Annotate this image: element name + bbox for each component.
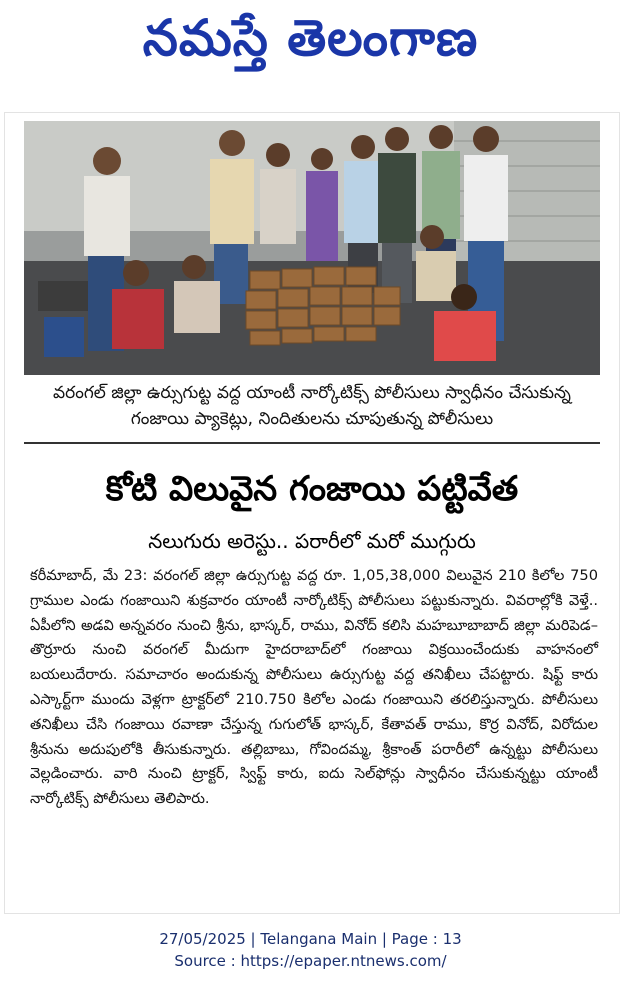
masthead xyxy=(0,0,621,80)
article-subheadline: నలుగురు అరెస్టు.. పరారీలో మరో ముగ్గురు xyxy=(148,529,476,553)
photo-caption: వరంగల్ జిల్లా ఉర్సుగుట్ట వద్ద యాంటీ నార్కోటిక్స్ పోలీసులు స్వాధీనం చేసుకున్న గంజాయి ప్యాకెట్లు, నిందితులను చూపుతున్న పోలీసులు xyxy=(53,383,571,429)
article-headline: కోటి విలువైన గంజాయి పట్టివేత xyxy=(105,469,519,509)
page-footer xyxy=(0,928,621,972)
newspaper-logo: నమస్తే తెలంగాణ xyxy=(142,9,479,67)
divider xyxy=(24,442,600,444)
article-body: కరీమాబాద్, మే 23: వరంగల్ జిల్లా ఉర్సుగుట్ట వద్ద రూ. 1,05,38,000 విలువైన 210 కిలోల 750 గ్రాముల ఎండు గంజాయిని శుక్రవారం యాంటీ నార్కోటిక్స్ పోలీసులు పట్టుకున్నారు. వివరాల్లోకి వెళ్తే.. ఏపీలోని అడవి అన్నవరం నుంచి శ్రీను, భాస్కర్, రాము, వినోద్ కలిసి మహబూబాబాద్ జిల్లా మరిపెడ–తొర్రూరు నుంచి వరంగల్ మీదుగా హైదరాబాద్‌లో గంజాయి విక్రయించేందుకు వాహనంలో బయలుదేరారు. సమాచారం అందుకున్న పోలీసులు ఉర్సుగుట్ట వద్ద తనిఖీలు చేపట్టారు. షిఫ్ట్ కారు ఎస్కార్ట్‌గా ముందు వెళ్లగా ట్రాక్టర్‌లో 210.750 కిలోల ఎండు గంజాయిని తరలిస్తున్నారు. పోలీసులు తనిఖీలు చేసి గంజాయి రవాణా చేస్తున్న గుగులోత్ భాస్కర్, కేతావత్ రాము, కొర్ర వినోద్, విరోదుల శ్రీనును అదుపులోకి తీసుకున్నారు. తల్లిబాబు, గోవిందమ్మ, శ్రీకాంత్ పరారీలో ఉన్నట్టు పోలీసులు వెల్లడించారు. వారి నుంచి ట్రాక్టర్, స్విఫ్ట్ కారు, ఐదు సెల్‌ఫోన్లు స్వాధీనం చేసుకున్నట్టు యాంటీ నార్కోటిక్స్ పోలీసులు తెలిపారు. xyxy=(30,567,598,808)
news-photo xyxy=(24,121,600,375)
footer-date-page: 27/05/2025 | Telangana Main | Page : 13 xyxy=(159,930,462,948)
footer-source: Source : https://epaper.ntnews.com/ xyxy=(174,952,447,970)
